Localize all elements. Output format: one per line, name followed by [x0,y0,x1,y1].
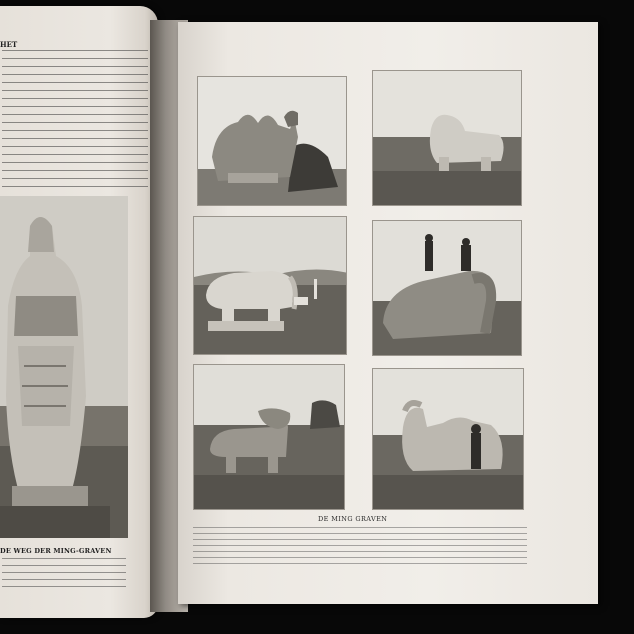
photo-camel-kneeling-with-man [372,368,524,510]
warrior-statue-photo [0,196,128,538]
photo-qilin-standing [193,364,345,510]
photo-camel-1 [197,76,347,206]
left-page-text-block [2,50,148,190]
photo-elephant-standing [193,216,347,355]
right-page-caption-title: DE MING GRAVEN [318,515,388,523]
left-page-caption-text [2,558,126,592]
left-page [0,6,158,618]
left-page-caption: DE WEG DER MING-GRAVEN [0,547,112,555]
left-page-header: HET [0,40,18,49]
photo-elephant-kneeling [372,220,522,356]
photo-recumbent-animal [372,70,522,206]
right-page-caption-text [193,527,527,567]
